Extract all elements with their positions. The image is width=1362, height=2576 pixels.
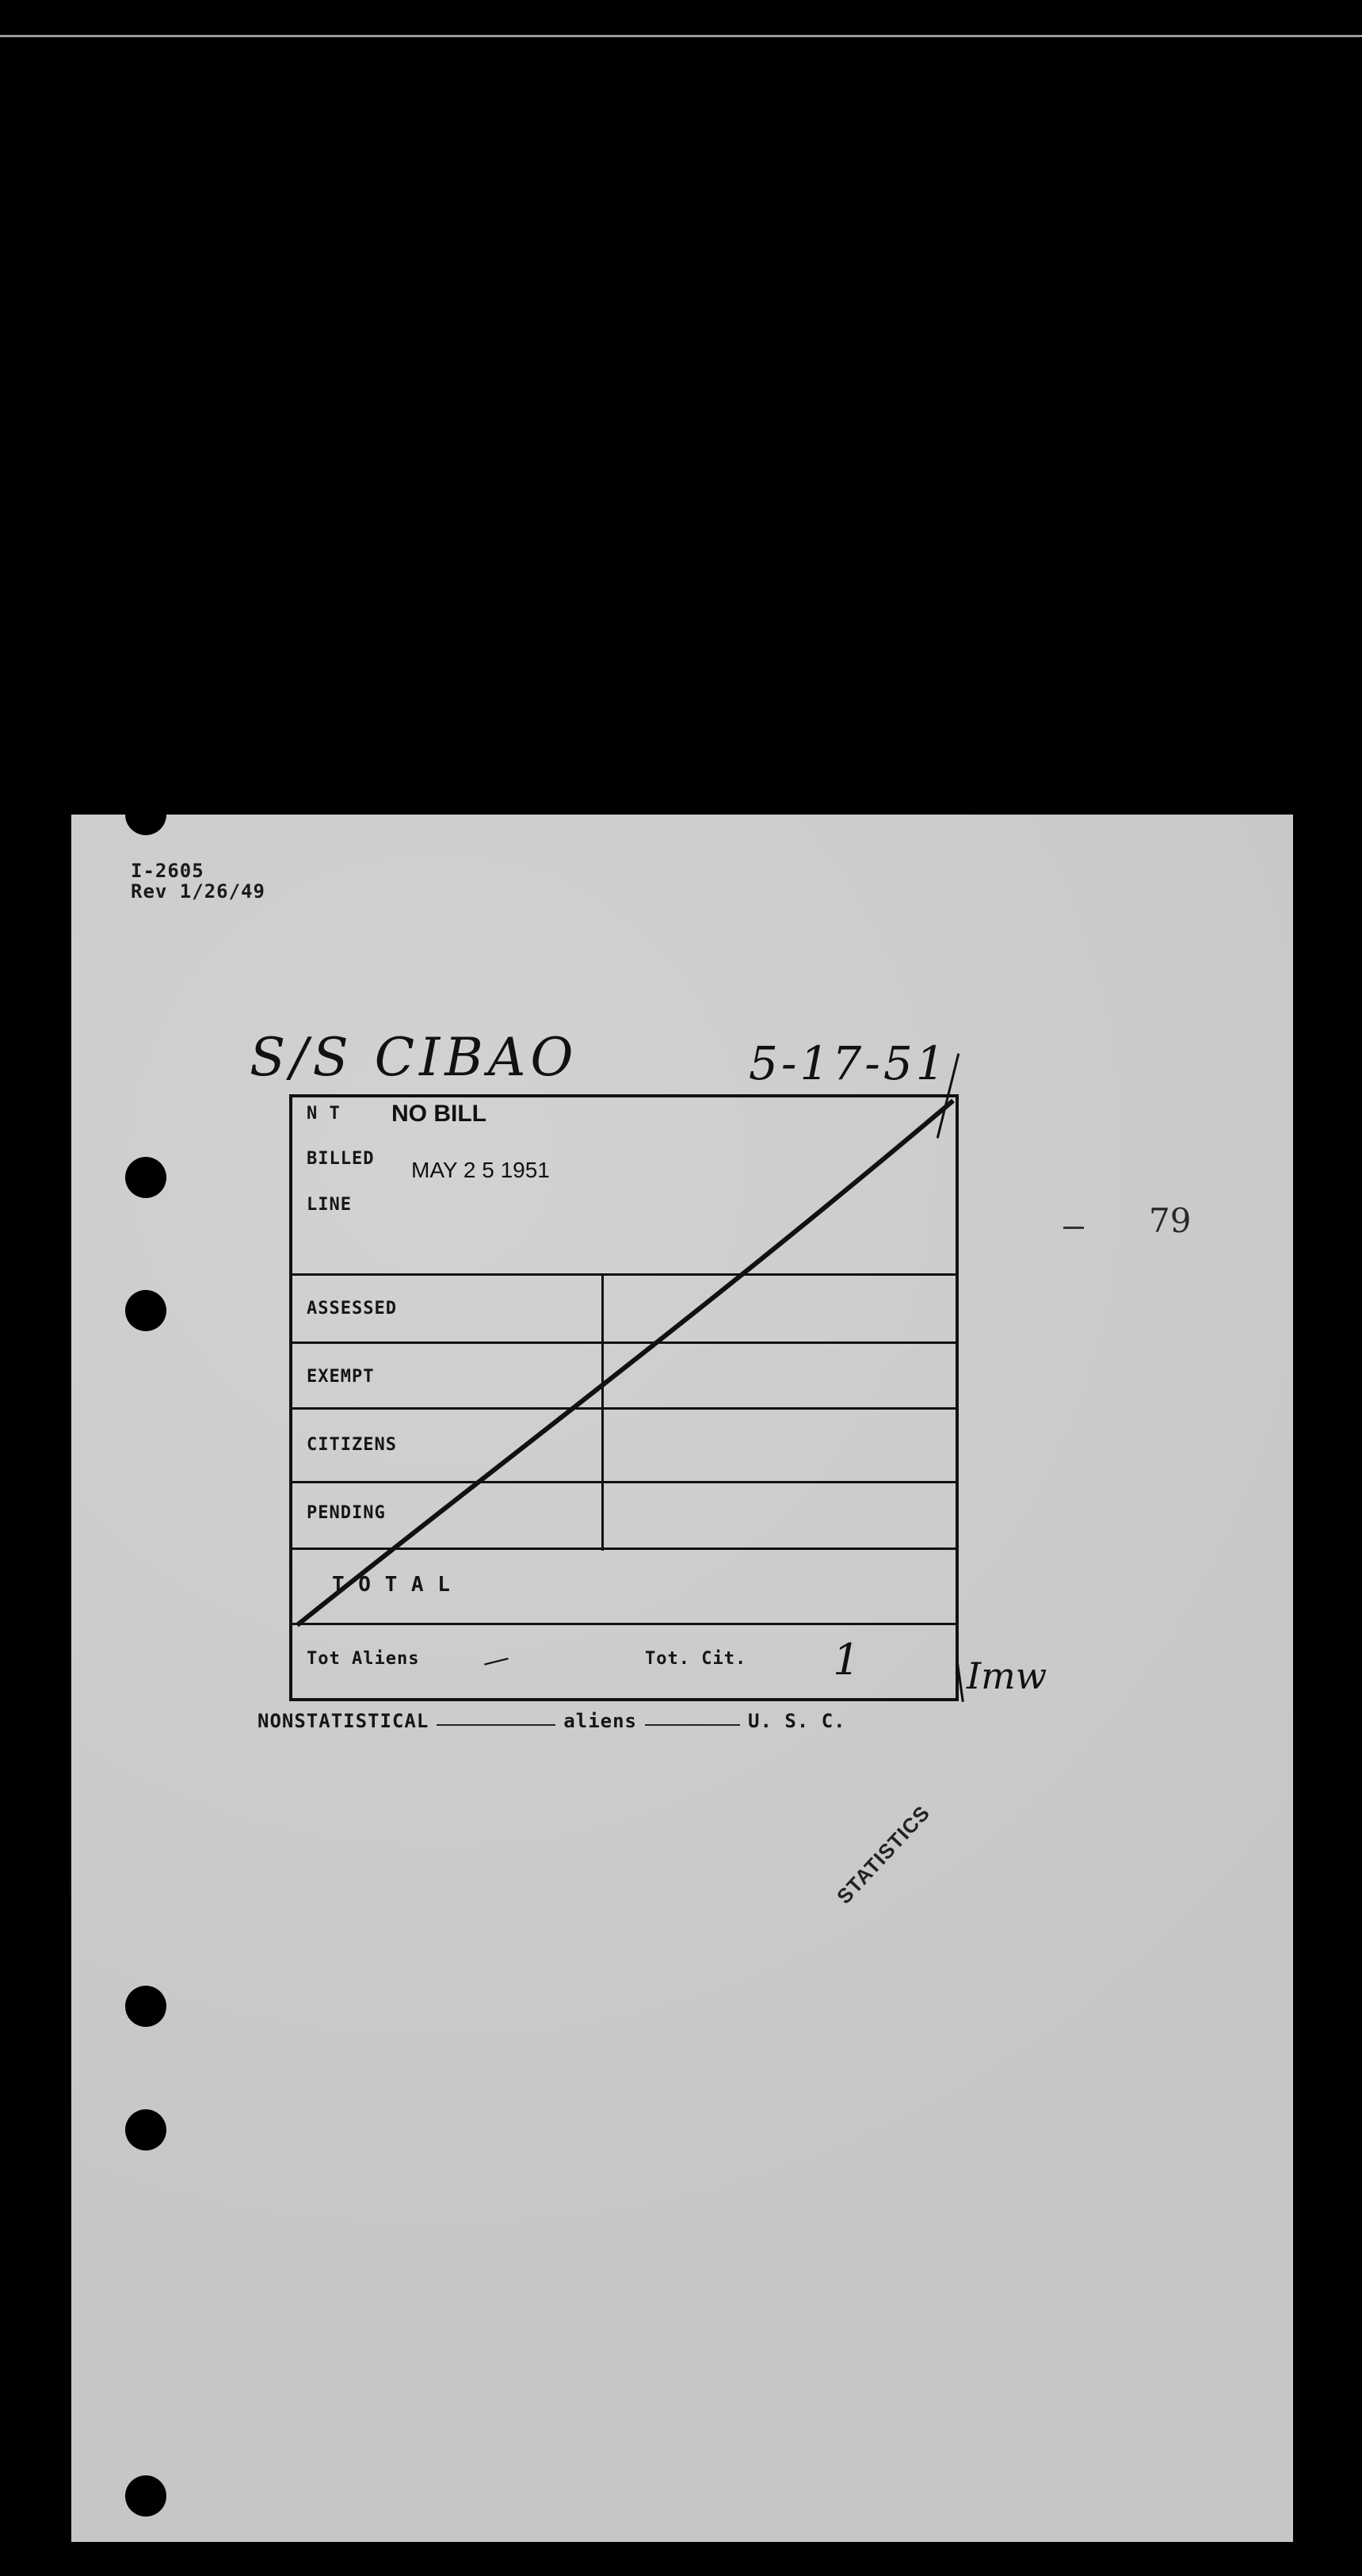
punch-hole [125, 2475, 166, 2517]
aliens-label: aliens [563, 1710, 637, 1732]
margin-dash [1063, 1227, 1084, 1229]
nonstatistical-label: NONSTATISTICAL [258, 1710, 429, 1732]
tot-cit-mark: 1 [833, 1635, 860, 1685]
form-code [131, 861, 265, 902]
label-tot-cit: Tot. Cit. [645, 1649, 747, 1669]
manifest-card [71, 815, 1293, 2542]
form-revision: Rev 1/26/49 [131, 880, 265, 903]
nonstatistical-line [258, 1710, 846, 1732]
punch-hole [125, 1157, 166, 1198]
label-total: T O T A L [332, 1573, 451, 1597]
label-citizens: CITIZENS [307, 1435, 397, 1455]
label-exempt: EXEMPT [307, 1367, 375, 1387]
punch-hole [125, 1290, 166, 1331]
label-line: LINE [307, 1195, 352, 1215]
tot-aliens-mark: — [479, 1641, 513, 1679]
label-tot-aliens: Tot Aliens [307, 1649, 420, 1669]
usc-blank [645, 1724, 740, 1726]
cancellation-line [292, 1097, 956, 1698]
top-rule [0, 35, 1362, 37]
statistics-stamp: STATISTICS [832, 1800, 935, 1909]
punch-hole [125, 2109, 166, 2150]
label-assessed: ASSESSED [307, 1299, 397, 1319]
label-nt: N T [307, 1104, 341, 1124]
billed-date-stamp: MAY 2 5 1951 [411, 1158, 550, 1182]
vessel-name: S/S CIBAO [250, 1027, 578, 1088]
label-pending: PENDING [307, 1503, 386, 1523]
statistics-table [289, 1094, 959, 1701]
margin-number: 79 [1149, 1201, 1192, 1240]
clerk-initials: Imw [967, 1654, 1047, 1697]
punch-hole [125, 1986, 166, 2027]
usc-label: U. S. C. [748, 1710, 846, 1732]
aliens-blank [437, 1724, 555, 1726]
no-bill-stamp: NO BILL [391, 1101, 486, 1127]
handwritten-date: 5-17-51 [749, 1036, 948, 1090]
label-billed: BILLED [307, 1149, 375, 1169]
form-number: I-2605 [131, 860, 204, 882]
punch-hole-top [125, 794, 166, 835]
